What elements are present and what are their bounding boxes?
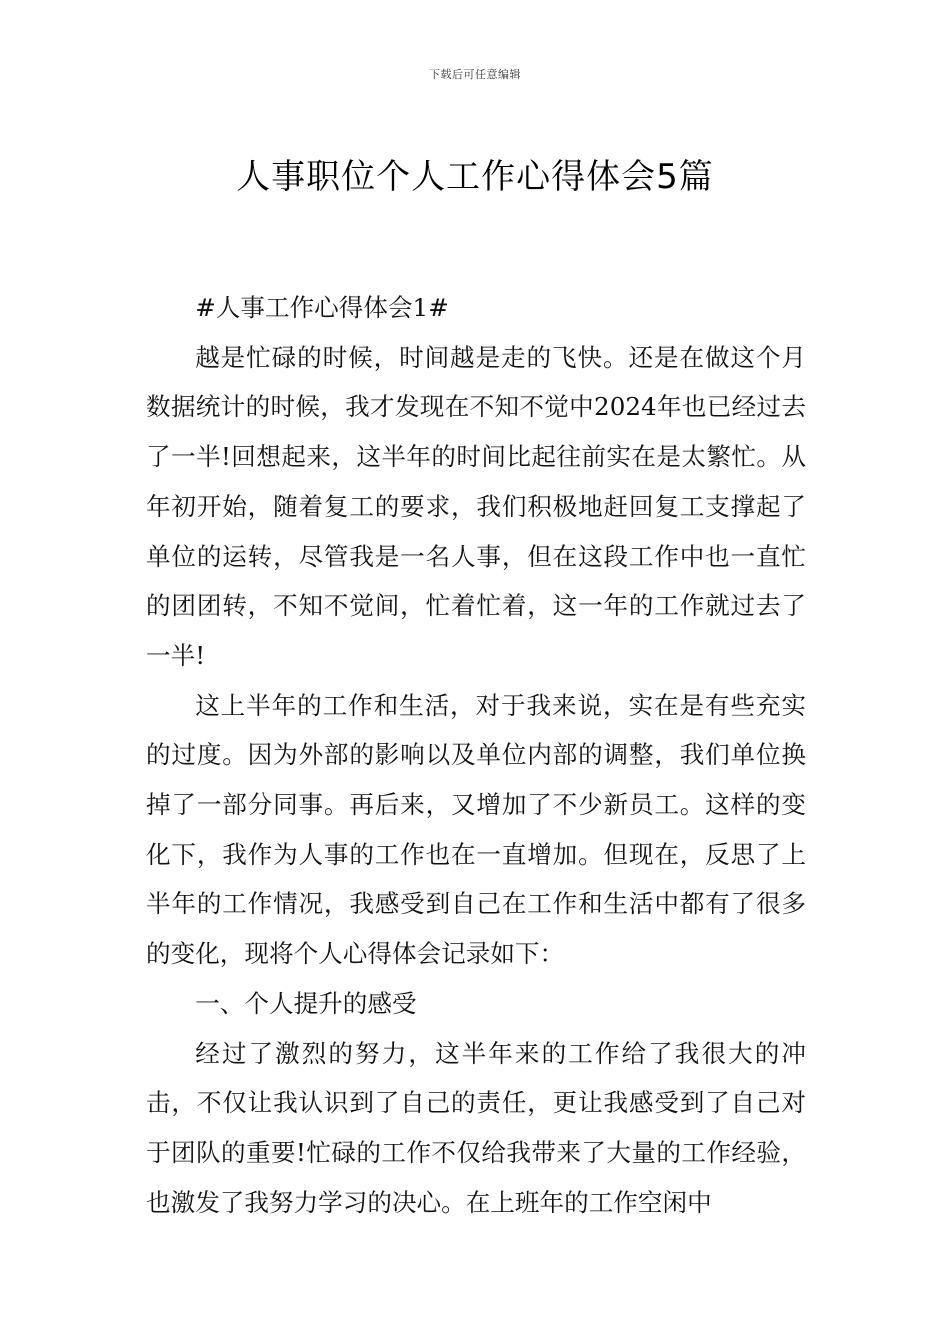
header-note: 下载后可任意编辑	[429, 68, 521, 81]
body-paragraph: 越是忙碌的时候，时间越是走的飞快。还是在做这个月数据统计的时候，我才发现在不知不觉中2024年也已经过去了一半!回想起来，这半年的时间比起往前实在是太繁忙。从年初开始，随着复工的要求，我们积极地赶回复工支撑起了单位的运转，尽管我是一名人事，但在这段工作中也一直忙的团团转，不知不觉间，忙着忙着，这一年的工作就过去了一半!	[146, 342, 806, 670]
document-title: 人事职位个人工作心得体会5篇	[236, 156, 714, 197]
body-paragraph: 这上半年的工作和生活，对于我来说，实在是有些充实的过度。因为外部的影响以及单位内部的调整，我们单位换掉了一部分同事。再后来，又增加了不少新员工。这样的变化下，我作为人事的工作也在一直增加。但现在，反思了上半年的工作情况，我感受到自己在工作和生活中都有了很多的变化，现将个人心得体会记录如下：	[146, 690, 806, 969]
subheading: 一、个人提升的感受	[195, 988, 417, 1018]
body-paragraph: 经过了激烈的努力，这半年来的工作给了我很大的冲击，不仅让我认识到了自己的责任，更让我感受到了自己对于团队的重要!忙碌的工作不仅给我带来了大量的工作经验，也激发了我努力学习的决心。在上班年的工作空闲中	[146, 1038, 806, 1217]
document-body	[146, 283, 806, 1227]
section-heading: #人事工作心得体会1#	[195, 293, 449, 322]
